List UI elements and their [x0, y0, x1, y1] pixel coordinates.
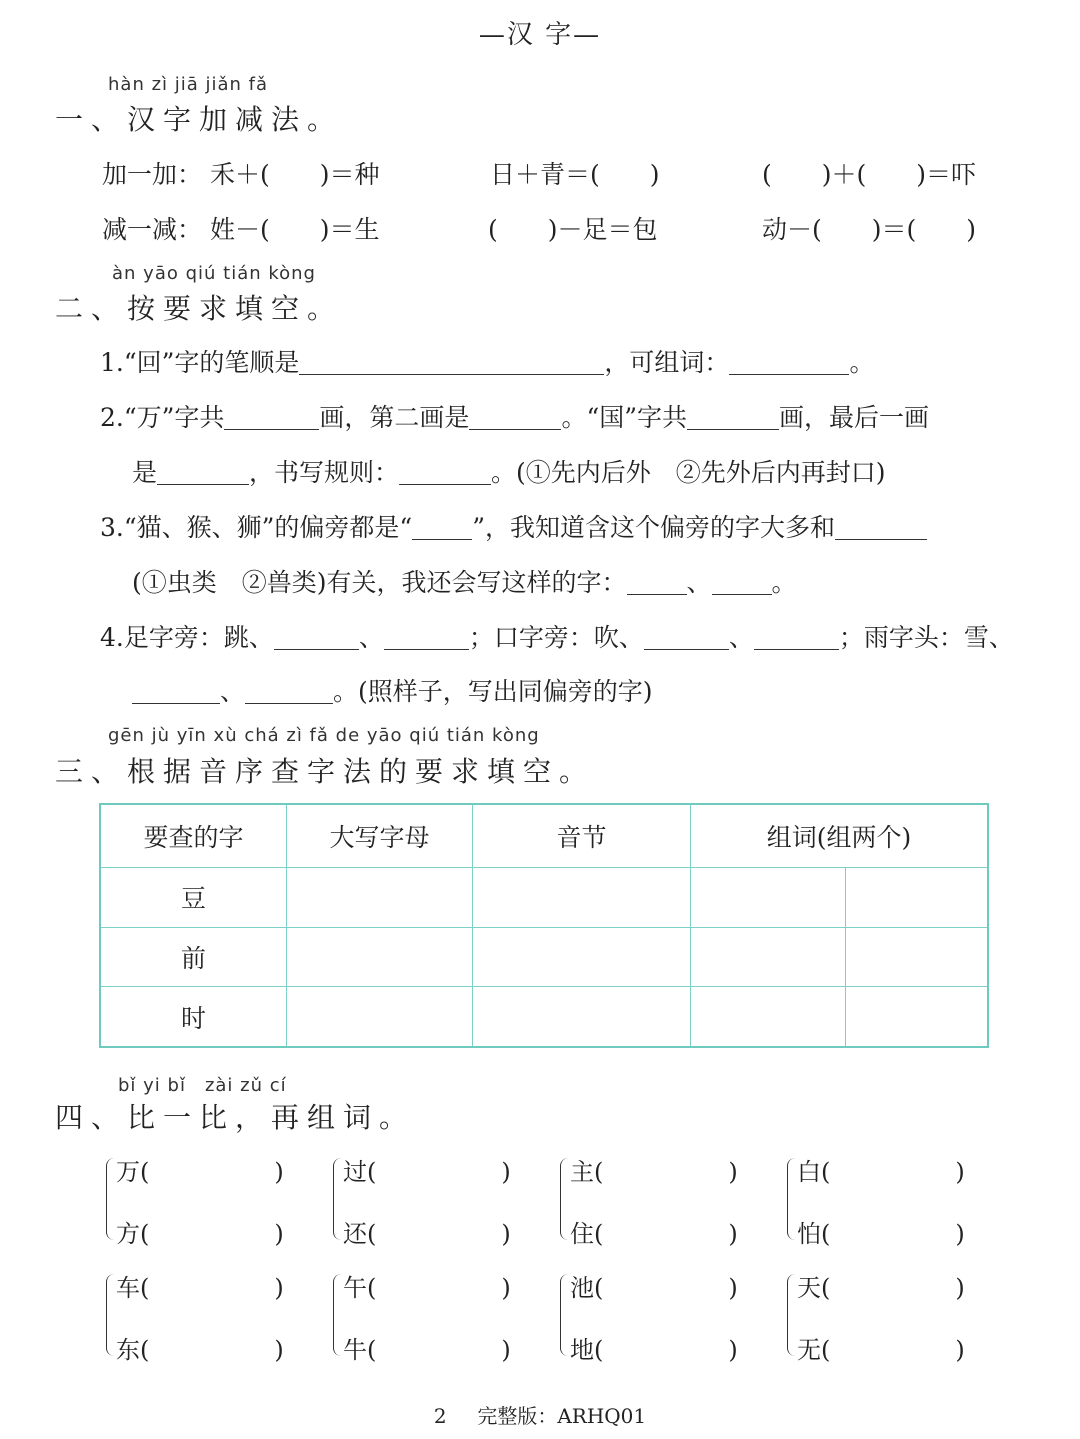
compare-item[interactable]	[116, 1152, 284, 1187]
compare-char: 池(	[570, 1274, 604, 1302]
compare-item[interactable]	[570, 1268, 738, 1303]
compare-close: )	[274, 1220, 284, 1248]
s2-q4-text-b: 、	[358, 623, 384, 652]
header-syllable: 音节	[473, 804, 691, 868]
s2-q4-blank-4[interactable]	[754, 625, 839, 650]
s2-q3-text-c: (①虫类 ②兽类)有关，我还会写这样的字：	[132, 568, 627, 597]
s2-q4-blank-1[interactable]	[274, 625, 359, 650]
table-row	[100, 927, 988, 987]
s4-pinyin: bǐ yi bǐ zài zǔ cí	[118, 1075, 287, 1096]
s1-sub-item-3[interactable]: 动－( )＝( )	[762, 215, 977, 244]
s1-add-label: 加一加：	[102, 160, 203, 189]
compare-close: )	[501, 1274, 511, 1302]
s2-q4-blank-2[interactable]	[384, 625, 469, 650]
pinyin-lookup-table	[99, 803, 989, 1048]
cell-blank[interactable]	[691, 927, 846, 987]
s2-q4-line2	[132, 672, 653, 708]
compare-item[interactable]	[343, 1152, 511, 1187]
footer	[0, 1400, 1080, 1429]
s2-heading: 二、按要求填空。	[55, 292, 344, 325]
s3-pinyin: gēn jù yīn xù chá zì fǎ de yāo qiú tián kòng	[108, 725, 540, 746]
compare-item[interactable]	[797, 1330, 965, 1365]
s2-q2-blank-4[interactable]	[157, 460, 249, 485]
header-letter: 大写字母	[287, 804, 473, 868]
compare-close: )	[274, 1274, 284, 1302]
s1-add-item-2[interactable]: 日＋青＝( )	[490, 160, 660, 189]
compare-item[interactable]	[797, 1214, 965, 1249]
table-row	[100, 987, 988, 1047]
header-words: 组词(组两个)	[691, 804, 989, 868]
compare-char: 还(	[343, 1220, 377, 1248]
compare-char: 东(	[116, 1336, 150, 1364]
page-title: —汉 字—	[478, 20, 602, 50]
compare-item[interactable]	[797, 1152, 965, 1187]
s2-q1-text-b: ，可组词：	[604, 348, 730, 377]
cell-blank[interactable]	[691, 987, 846, 1047]
compare-close: )	[501, 1158, 511, 1186]
s2-q2-text-b: 画，第二画是	[319, 403, 470, 432]
s2-q1-blank-2[interactable]	[729, 350, 849, 375]
cell-blank[interactable]	[287, 987, 473, 1047]
compare-char: 车(	[116, 1274, 150, 1302]
compare-close: )	[274, 1158, 284, 1186]
compare-char: 午(	[343, 1274, 377, 1302]
compare-char: 怕(	[797, 1220, 831, 1248]
s2-q3-text-a: 3.“猫、猴、狮”的偏旁都是“	[100, 513, 413, 542]
s2-q1-text-c: 。	[849, 348, 875, 377]
compare-close: )	[728, 1220, 738, 1248]
s2-q4-line1	[100, 618, 1014, 654]
s2-pinyin: àn yāo qiú tián kòng	[112, 263, 316, 284]
s2-q4-text-c: ；口字旁：吹、	[468, 623, 644, 652]
s2-q4-text-f: 、	[220, 677, 246, 706]
cell-blank[interactable]	[287, 927, 473, 987]
compare-close: )	[955, 1220, 965, 1248]
footer-code: 完整版：ARHQ01	[477, 1404, 647, 1428]
compare-item[interactable]	[570, 1152, 738, 1187]
compare-char: 住(	[570, 1220, 604, 1248]
compare-char: 过(	[343, 1158, 377, 1186]
s2-q4-text-g: 。(照样子，写出同偏旁的字)	[333, 677, 653, 706]
s2-q3-line1	[100, 508, 927, 544]
compare-item[interactable]	[570, 1330, 738, 1365]
s2-q4-blank-5[interactable]	[132, 679, 220, 704]
cell-blank[interactable]	[691, 868, 846, 928]
table-row	[100, 868, 988, 928]
header-char: 要查的字	[100, 804, 287, 868]
s1-heading: 一、汉字加减法。	[55, 103, 344, 136]
s3-heading: 三、根据音序查字法的要求填空。	[55, 755, 596, 788]
compare-item[interactable]	[797, 1268, 965, 1303]
compare-close: )	[501, 1336, 511, 1364]
compare-item[interactable]	[116, 1330, 284, 1365]
s1-pinyin: hàn zì jiā jiǎn fǎ	[108, 74, 269, 95]
compare-item[interactable]	[343, 1214, 511, 1249]
s1-add-item-3[interactable]: ( )＋( )＝吓	[762, 160, 977, 189]
cell-blank[interactable]	[846, 987, 989, 1047]
cell-blank[interactable]	[846, 927, 989, 987]
s2-q2-blank-2[interactable]	[469, 405, 561, 430]
table-header-row	[100, 804, 988, 868]
s2-q2-text-e: 是	[132, 458, 158, 487]
s2-q3-blank-1[interactable]	[412, 515, 472, 540]
compare-item[interactable]	[116, 1214, 284, 1249]
s2-q3-text-b: ”，我知道含这个偏旁的字大多和	[472, 513, 835, 542]
cell-blank[interactable]	[846, 868, 989, 928]
s2-q2-line1	[100, 398, 929, 434]
s2-q2-blank-5[interactable]	[399, 460, 491, 485]
row-char: 前	[100, 927, 287, 987]
s2-q3-text-d: 、	[686, 568, 712, 597]
s2-q2-text-g: 。(①先内后外 ②先外后内再封口)	[491, 458, 886, 487]
row-char: 时	[100, 987, 287, 1047]
compare-char: 万(	[116, 1158, 150, 1186]
s2-q4-blank-3[interactable]	[644, 625, 729, 650]
s2-q3-line2	[132, 563, 797, 599]
s2-q3-blank-4[interactable]	[712, 570, 772, 595]
cell-blank[interactable]	[473, 868, 691, 928]
s2-q1-blank-1[interactable]	[299, 350, 604, 375]
cell-blank[interactable]	[473, 987, 691, 1047]
s2-q2-text-c: 。“国”字共	[561, 403, 687, 432]
s1-sub-item-2[interactable]: ( )－足＝包	[488, 215, 658, 244]
s2-q2-blank-1[interactable]	[224, 405, 319, 430]
compare-char: 方(	[116, 1220, 150, 1248]
compare-close: )	[274, 1336, 284, 1364]
s2-q4-text-a: 4.足字旁：跳、	[100, 623, 274, 652]
compare-close: )	[955, 1274, 965, 1302]
s2-q1-text-a: 1.“回”字的笔顺是	[100, 348, 300, 377]
compare-close: )	[501, 1220, 511, 1248]
s2-q2-line2	[132, 453, 886, 489]
s2-q3-text-e: 。	[771, 568, 797, 597]
compare-item[interactable]	[343, 1268, 511, 1303]
compare-char: 主(	[570, 1158, 604, 1186]
compare-item[interactable]	[570, 1214, 738, 1249]
s4-heading: 四、比一比，再组词。	[55, 1101, 416, 1134]
compare-char: 地(	[570, 1336, 604, 1364]
compare-item[interactable]	[116, 1268, 284, 1303]
s1-sub-label: 减一减：	[102, 215, 203, 244]
page-number: 2	[433, 1404, 447, 1428]
cell-blank[interactable]	[473, 927, 691, 987]
s2-q2-text-d: 画，最后一画	[779, 403, 930, 432]
compare-char: 牛(	[343, 1336, 377, 1364]
s2-q1	[100, 343, 874, 379]
s2-q2-text-a: 2.“万”字共	[100, 403, 225, 432]
compare-close: )	[728, 1274, 738, 1302]
s2-q4-text-e: ；雨字头：雪、	[838, 623, 1014, 652]
s2-q2-blank-3[interactable]	[687, 405, 779, 430]
s2-q3-blank-3[interactable]	[627, 570, 687, 595]
row-char: 豆	[100, 868, 287, 928]
s2-q3-blank-2[interactable]	[835, 515, 927, 540]
compare-char: 天(	[797, 1274, 831, 1302]
compare-close: )	[728, 1158, 738, 1186]
s1-sub-item-1[interactable]: 姓－( )＝生	[210, 215, 380, 244]
compare-char: 无(	[797, 1336, 831, 1364]
s1-add-item-1[interactable]: 禾＋( )＝种	[210, 160, 380, 189]
compare-char: 白(	[797, 1158, 831, 1186]
s2-q4-blank-6[interactable]	[245, 679, 333, 704]
compare-close: )	[955, 1336, 965, 1364]
s2-q2-text-f: ，书写规则：	[249, 458, 400, 487]
compare-close: )	[955, 1158, 965, 1186]
cell-blank[interactable]	[287, 868, 473, 928]
compare-item[interactable]	[343, 1330, 511, 1365]
compare-close: )	[728, 1336, 738, 1364]
s2-q4-text-d: 、	[728, 623, 754, 652]
